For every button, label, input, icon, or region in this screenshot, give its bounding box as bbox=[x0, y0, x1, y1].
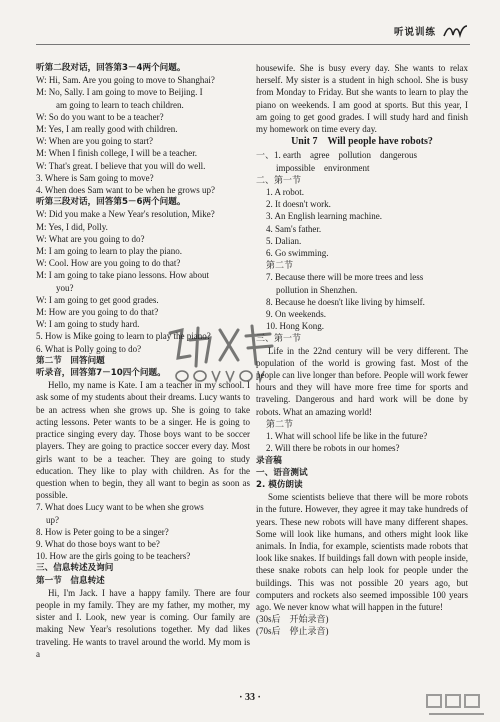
text-line: 5. How is Mike going to learn to play the piano? bbox=[36, 331, 211, 342]
text-line: W: What are you going to do? bbox=[36, 233, 145, 244]
continued-line: you? bbox=[56, 282, 74, 293]
answer-line: 4. Sam's father. bbox=[266, 223, 322, 234]
answer-line: 9. On weekends. bbox=[266, 309, 326, 320]
unit-title: Unit 7 Will people have robots? bbox=[291, 136, 433, 148]
watermark-stamp-icon bbox=[160, 318, 285, 388]
answer-line: 1. A robot. bbox=[266, 187, 305, 198]
text-line: M: No, Sally. I am going to move to Beijing. I bbox=[36, 87, 203, 98]
continued-line: impossible environment bbox=[276, 162, 370, 173]
text-line: M: How are you going to do that? bbox=[36, 307, 159, 318]
answer-line: 8. Because he doesn't like living by himself. bbox=[266, 296, 425, 307]
text-line: (30s后 开始录音) bbox=[256, 614, 329, 625]
text-line: M: Yes, I did, Polly. bbox=[36, 221, 108, 232]
section-heading: 听录音，回答第7－10四个问题。 bbox=[36, 368, 166, 379]
text-line: M: I am going to learn to play the piano. bbox=[36, 246, 182, 257]
text-line: 一、1. earth agree pollution dangerous bbox=[256, 150, 417, 161]
answer-line: 7. Because there will be more trees and less bbox=[266, 272, 424, 283]
text-line: 9. What do those boys want to be? bbox=[36, 538, 160, 549]
text-paragraph: Some scientists believe that there will be more robots in the future. However, they agree it may take hundreds of years. These new robots will have many different shapes. Some will look like humans, and others might look like animals. In India, for example, scientists made robots that look like snakes. If buildings fall down with people inside, these snake robots can help look for people under the buildings. This was not possible 20 years ago, but computers and rockets also seemed impossible 100 years ago. We never know what will happen in the future! bbox=[256, 492, 468, 612]
text-line: 三、第一节 bbox=[256, 333, 302, 344]
text-line: W: Did you make a New Year's resolution, Mike? bbox=[36, 209, 215, 220]
text-line: M: Yes, I am really good with children. bbox=[36, 124, 178, 135]
answer-line: 10. Hong Kong. bbox=[266, 321, 324, 332]
continued-line: am going to learn to teach children. bbox=[56, 99, 184, 110]
text-line: 4. When does Sam want to be when he grows up? bbox=[36, 185, 216, 196]
section-heading: 第一节 信息转述 bbox=[36, 575, 105, 586]
section-heading: 录音稿 bbox=[256, 455, 282, 466]
answer-line: 3. An English learning machine. bbox=[266, 211, 382, 222]
answer-line: 1. What will school life be like in the future? bbox=[266, 431, 428, 442]
section-heading: 第二节 回答问题 bbox=[36, 355, 105, 366]
text-line: M: When I finish college, I will be a teacher. bbox=[36, 148, 198, 159]
section-heading: 听第二段对话，回答第3－4两个问题。 bbox=[36, 63, 186, 73]
text-line: W: Hi, Sam. Are you going to move to Shanghai? bbox=[36, 75, 215, 86]
header-rule bbox=[36, 44, 470, 45]
text-line: (70s后 停止录音) bbox=[256, 626, 329, 637]
text-line: W: So do you want to be a teacher? bbox=[36, 111, 164, 122]
text-line: 7. What does Lucy want to be when she grows bbox=[36, 502, 204, 513]
text-line: W: That's great. I believe that you will do well. bbox=[36, 160, 206, 171]
text-paragraph: Hi, I'm Jack. I have a happy family. There are four people in my family. They are my father, my mother, my sister and I. Look, new year is coming. Our family are making New Year's resolutions together. My dad likes traveling. He wants to travel around the world. My mom is a bbox=[36, 587, 250, 659]
answer-line: 第二节 bbox=[266, 418, 294, 429]
text-line: W: I am going to get good grades. bbox=[36, 294, 159, 305]
header-title: 听说训练 bbox=[393, 27, 436, 38]
answer-line: 6. Go swimming. bbox=[266, 248, 329, 259]
text-line: W: When are you going to start? bbox=[36, 136, 153, 147]
text-line: 3. Where is Sam going to move? bbox=[36, 172, 154, 183]
right-column bbox=[256, 62, 468, 638]
text-line: M: I am going to take piano lessons. How about bbox=[36, 270, 209, 281]
page-number: · 33 · bbox=[239, 692, 261, 703]
text-line: W: I am going to study hard. bbox=[36, 319, 140, 330]
text-line: 10. How are the girls going to be teachers? bbox=[36, 551, 191, 562]
text-paragraph: housewife. She is busy every day. She wants to relax herself. My sister is a student in high school. She is busy from Monday to Friday. But she wants to learn to play the piano on weekends. I am good at sports. But this year, I am going to get good grades. I will study hard and finish my homework on time every day. bbox=[256, 63, 468, 135]
continued-line: pollution in Shenzhen. bbox=[276, 284, 358, 295]
page-header bbox=[394, 24, 468, 38]
text-line: 8. How is Peter going to be a singer? bbox=[36, 526, 169, 537]
section-heading: 2. 模仿朗读 bbox=[256, 479, 303, 490]
section-heading: 听第三段对话，回答第5－6两个问题。 bbox=[36, 197, 186, 208]
text-line: 6. What is Polly going to do? bbox=[36, 343, 142, 354]
answer-line: up? bbox=[46, 514, 59, 525]
answer-line: 2. It doesn't work. bbox=[266, 199, 331, 210]
text-paragraph: Hello, my name is Kate. I am a teacher in my school. I ask some of my students about their dreams. Lucy wants to be an actress when she grows up. She is going to take acting lessons. Peter wants to be a singer. He is going to practice singing every day. Those boys want to be soccer players. They are going to practice soccer every day. Most girls want to be a teacher. They are going to study education. They like to play with children. As for the question when to begin, they all want to begin as soon as possible. bbox=[36, 380, 250, 501]
section-heading: 一、语音测试 bbox=[256, 467, 308, 478]
section-heading: 三、信息转述及询问 bbox=[36, 563, 114, 574]
boxed-paragraph: Life in the 22nd century will be very different. The population of the world is growing fast. Most of the people can live longer than before. People will work fewer hours and they will have more free time for sports and traveling. Dangerous and hard work will be done by robots. What an amazing world! bbox=[256, 345, 468, 417]
answer-line: 5. Dalian. bbox=[266, 235, 302, 246]
text-line: 二、第一节 bbox=[256, 174, 302, 185]
answer-line: 第二节 bbox=[266, 260, 294, 271]
answer-line: 2. Will there be robots in our homes? bbox=[266, 443, 400, 454]
swoosh-logo-icon bbox=[442, 24, 468, 38]
text-line: W: Cool. How are you going to do that? bbox=[36, 258, 181, 269]
